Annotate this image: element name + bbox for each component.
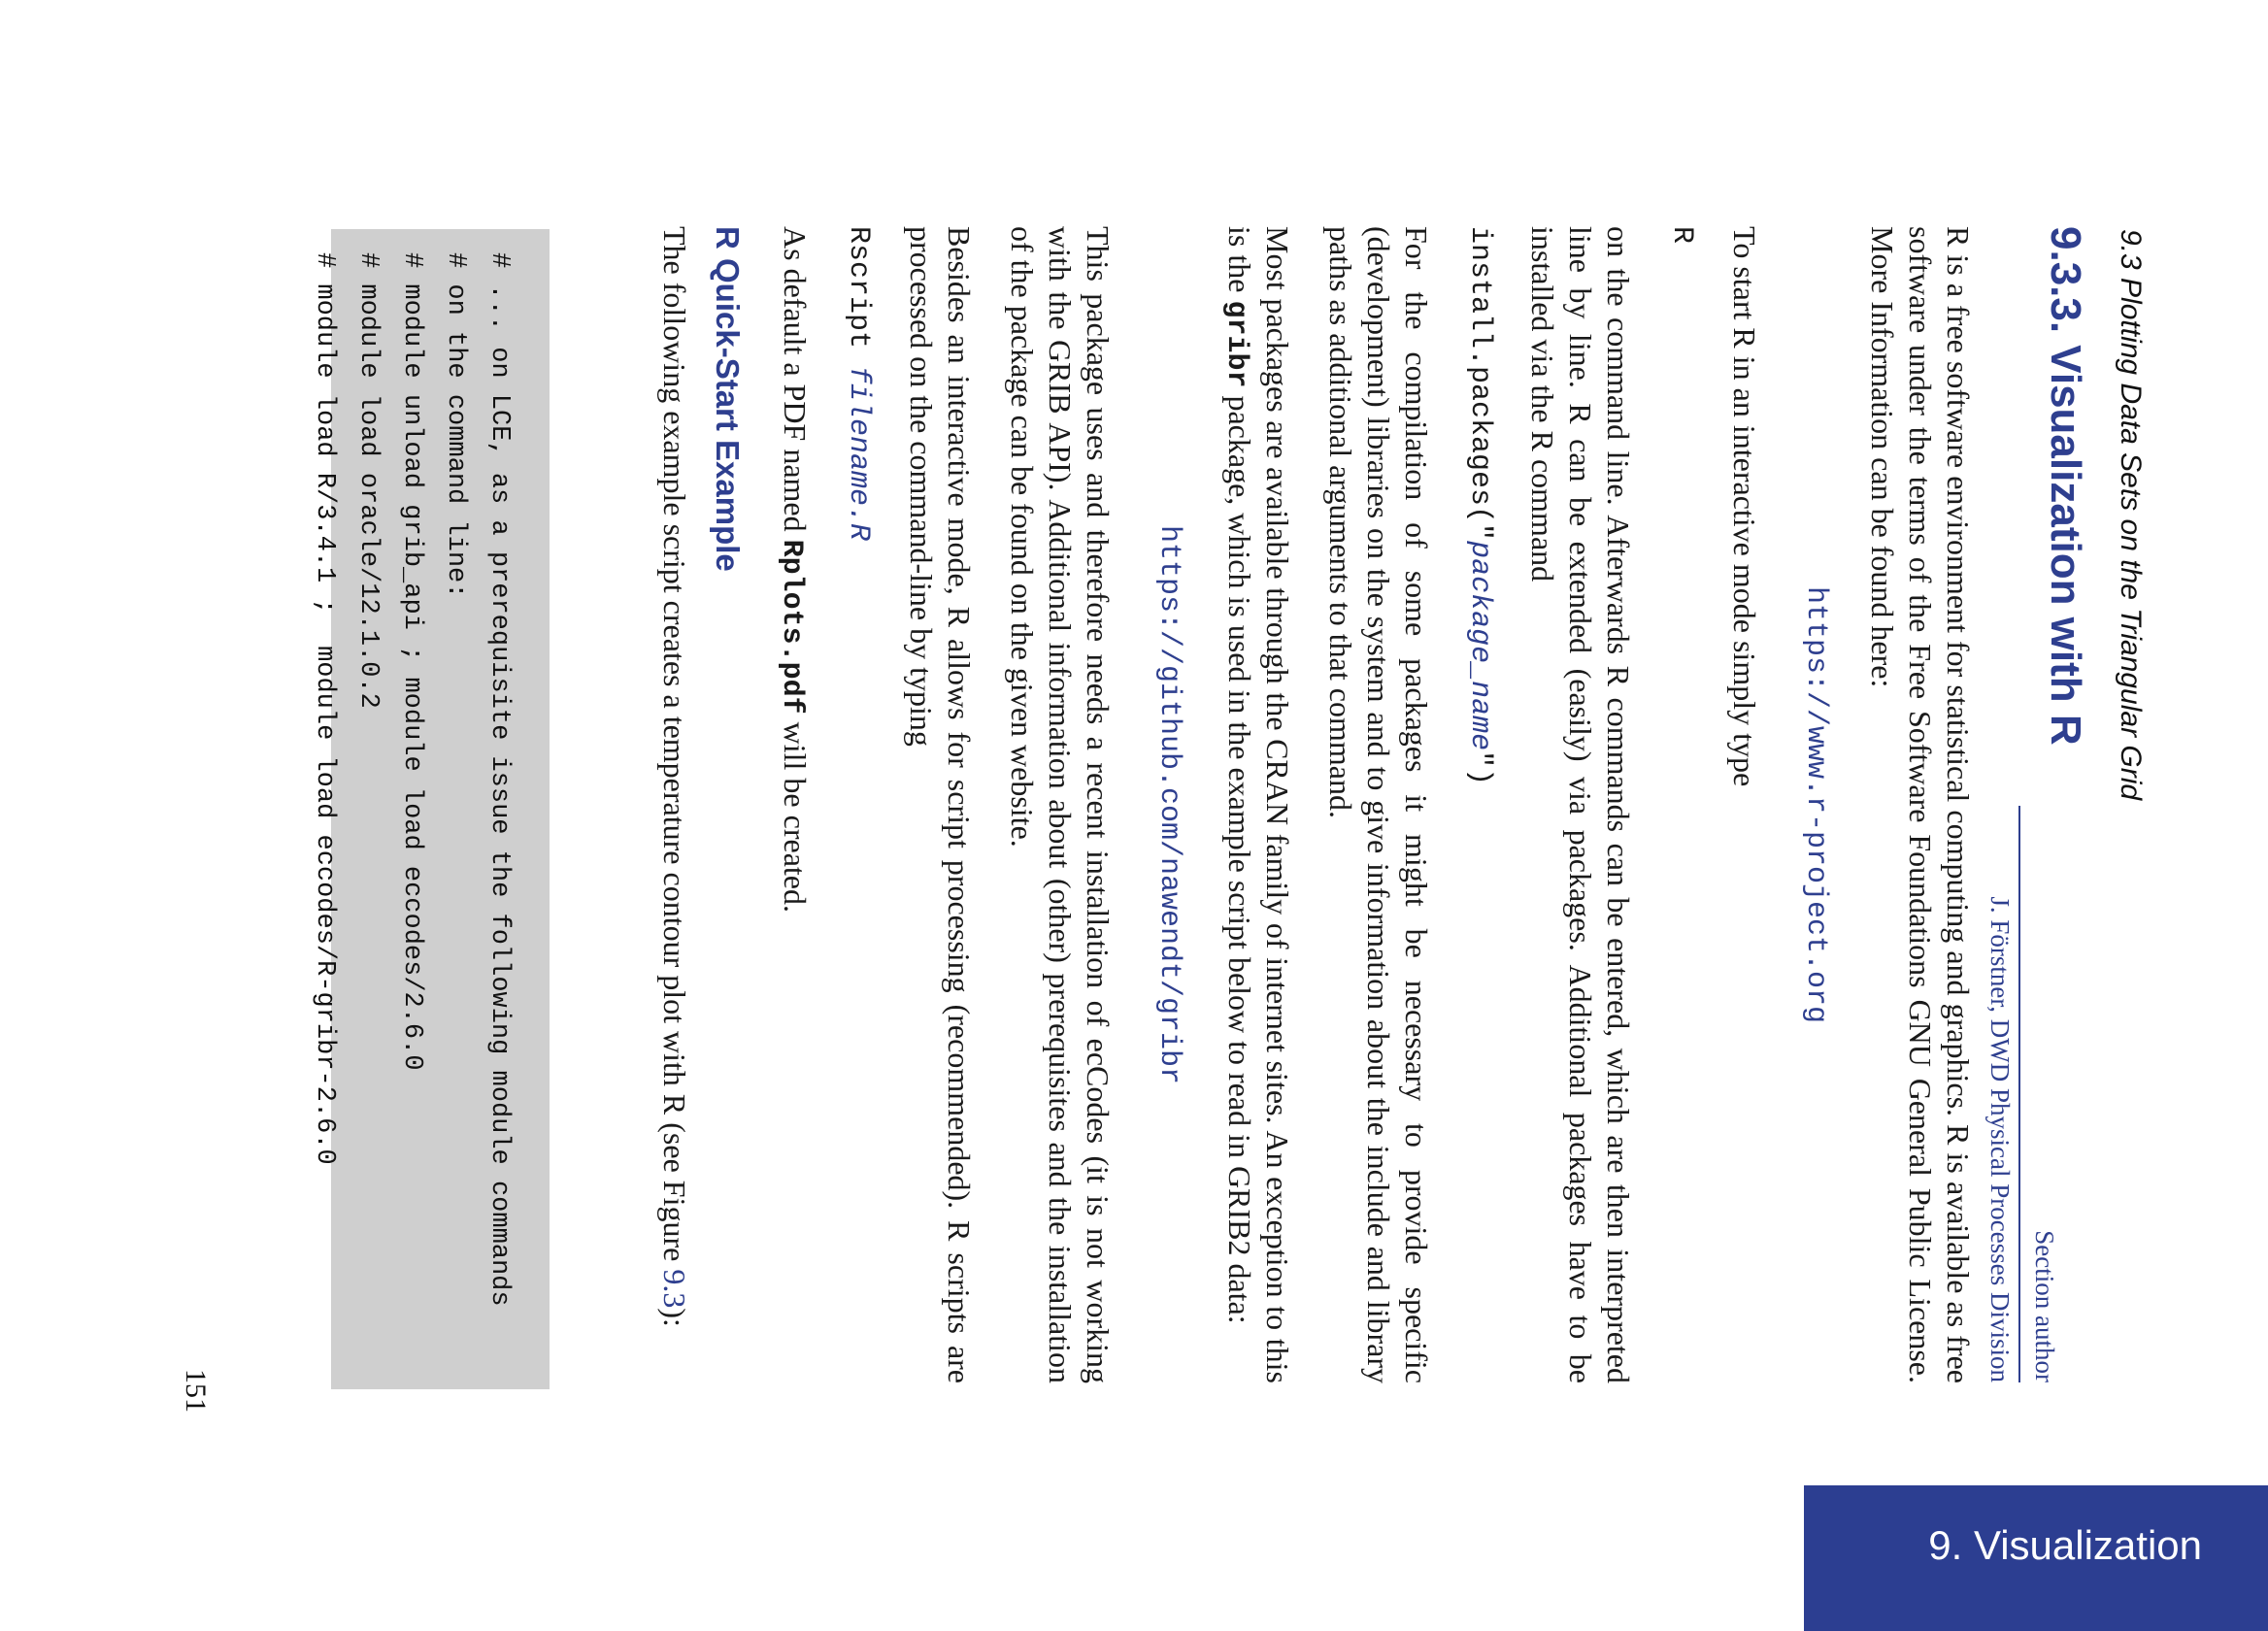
paragraph-cran-a: Most packages are available through the CRAN family of internet sites. An exception to this is the	[1222, 226, 1295, 1383]
section-author-label: Section author	[2030, 1230, 2059, 1382]
paragraph-interactive: To start R in an interactive mode simply type	[1727, 226, 1762, 787]
rscript-command-name: Rscript	[842, 226, 875, 367]
install-command-prefix: install.packages("	[1463, 226, 1496, 542]
gribr-code: gribr	[1219, 300, 1252, 388]
paragraph-default-pdf-b: will be created.	[778, 714, 813, 913]
paragraph-compilation: For the compilation of some packages it might be necessary to provide specific (development) libraries on the system and to give information about the include and library paths as additional arguments to that command.	[1323, 226, 1434, 1383]
figure-ref-link[interactable]: 9.3	[657, 1269, 692, 1309]
r-project-link[interactable]: https://www.r-project.org	[1799, 585, 1832, 1024]
install-command-suffix: ")	[1463, 750, 1496, 786]
code-line: # module load R/3.4.1 ; module load eccodes/R-gribr-2.6.0	[310, 252, 339, 1165]
subsection-title: R Quick-Start Example	[710, 226, 746, 572]
gribr-link[interactable]: https://github.com/nawendt/gribr	[1152, 524, 1185, 1085]
paragraph-eccodes: This package uses and therefore needs a recent installation of ecCodes (it is not working with the GRIB API). Additional information about (other) prerequisites and the installation of the package can be found on the given website.	[1005, 226, 1116, 1383]
code-line: # module unload grib_api ; module load eccodes/2.6.0	[397, 252, 426, 1071]
paragraph-cran-b: package, which is used in the example script below to read in GRIB2 data:	[1222, 387, 1257, 1324]
chapter-tab	[1804, 1485, 2268, 1631]
paragraph-packages: on the command line. Afterwards R commands can be entered, which are then interpreted line by line. R can be extended (easily) via packages. Additional packages have to be installed via the R command	[1525, 226, 1636, 1383]
running-head: 9.3 Plotting Data Sets on the Triangular Grid	[2115, 229, 2147, 801]
code-listing	[310, 229, 550, 1389]
code-line: # module load oracle/12.1.0.2	[353, 252, 383, 709]
paragraph-example	[655, 226, 693, 1383]
paragraph-example-b: ):	[657, 1308, 692, 1327]
paragraph-script: Besides an interactive mode, R allows for script processing (recommended). R scripts are processed on the command-line by typing	[904, 226, 977, 1383]
paragraph-example-a: The following example script creates a temperature contour plot with R (see Figure	[657, 226, 692, 1270]
rscript-command-arg: filename.R	[842, 366, 875, 542]
body-text	[630, 226, 1977, 1383]
section-title: 9.3.3. Visualization with R	[2042, 226, 2089, 746]
page-number: 151	[180, 1369, 212, 1413]
install-command-arg: package_name	[1463, 541, 1496, 751]
paragraph-default-pdf	[772, 226, 814, 1383]
rscript-command	[839, 226, 877, 1383]
paragraph-default-pdf-a: As default a PDF named	[778, 226, 813, 540]
chapter-tab-label: 9. Visualization	[1928, 1522, 2202, 1568]
command-r: R	[1665, 226, 1698, 245]
rplots-code: Rplots.pdf	[775, 539, 808, 715]
code-line: # ... on LCE, as a prerequisite issue the following module commands	[484, 252, 514, 1307]
paragraph-intro: R is a free software environment for statistical computing and graphics. R is available as free software under the terms of the Free Software Foundations GNU General Public License. More Information can be found here:	[1865, 226, 1976, 1383]
paragraph-cran	[1217, 226, 1296, 1383]
install-command	[1460, 226, 1498, 1383]
section-author: J. Förstner, DWD Physical Processes Division	[1984, 806, 2020, 1382]
code-line: # on the command line:	[441, 252, 470, 599]
